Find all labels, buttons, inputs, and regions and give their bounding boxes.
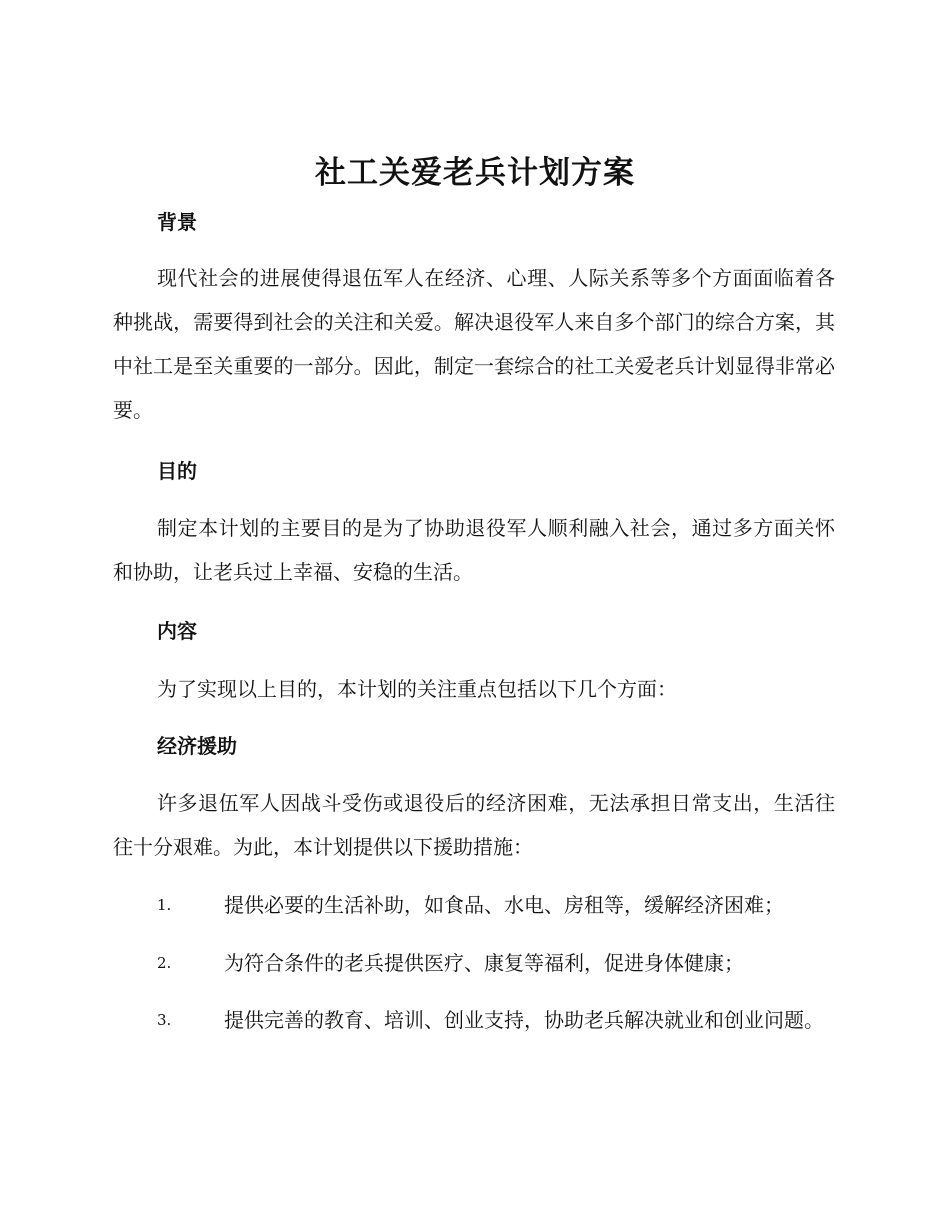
list-item [113, 940, 835, 986]
section-heading-purpose: 目的 [157, 459, 197, 483]
list-item-text: 提供必要的生活补助，如食品、水电、房租等，缓解经济困难； [224, 893, 784, 917]
paragraph-economic-aid: 许多退伍军人因战斗受伤或退役后的经济困难，无法承担日常支出，生活往往十分艰难。为此，本计划提供以下援助措施： [113, 791, 835, 859]
list-item-number: 2. [157, 954, 172, 972]
list-item-number: 1. [157, 896, 172, 914]
section-heading-background: 背景 [157, 210, 197, 234]
list-item-number: 3. [157, 1011, 172, 1029]
list-item-text: 为符合条件的老兵提供医疗、康复等福利，促进身体健康； [224, 951, 744, 975]
section-heading-economic-aid: 经济援助 [157, 734, 237, 758]
paragraph-background: 现代社会的进展使得退伍军人在经济、心理、人际关系等多个方面面临着各种挑战，需要得到社会的关注和关爱。解决退役军人来自多个部门的综合方案，其中社工是至关重要的一部分。因此，制定一套综合的社工关爱老兵计划显得非常必要。 [113, 266, 835, 422]
section-heading-content: 内容 [157, 619, 197, 643]
paragraph-content: 为了实现以上目的，本计划的关注重点包括以下几个方面： [157, 677, 677, 701]
list-item-text: 提供完善的教育、培训、创业支持，协助老兵解决就业和创业问题。 [224, 1008, 824, 1032]
paragraph-purpose: 制定本计划的主要目的是为了协助退役军人顺利融入社会，通过多方面关怀和协助，让老兵过上幸福、安稳的生活。 [113, 516, 835, 584]
list-item [113, 882, 835, 928]
list-item [113, 997, 835, 1043]
document-title: 社工关爱老兵计划方案 [315, 155, 635, 191]
